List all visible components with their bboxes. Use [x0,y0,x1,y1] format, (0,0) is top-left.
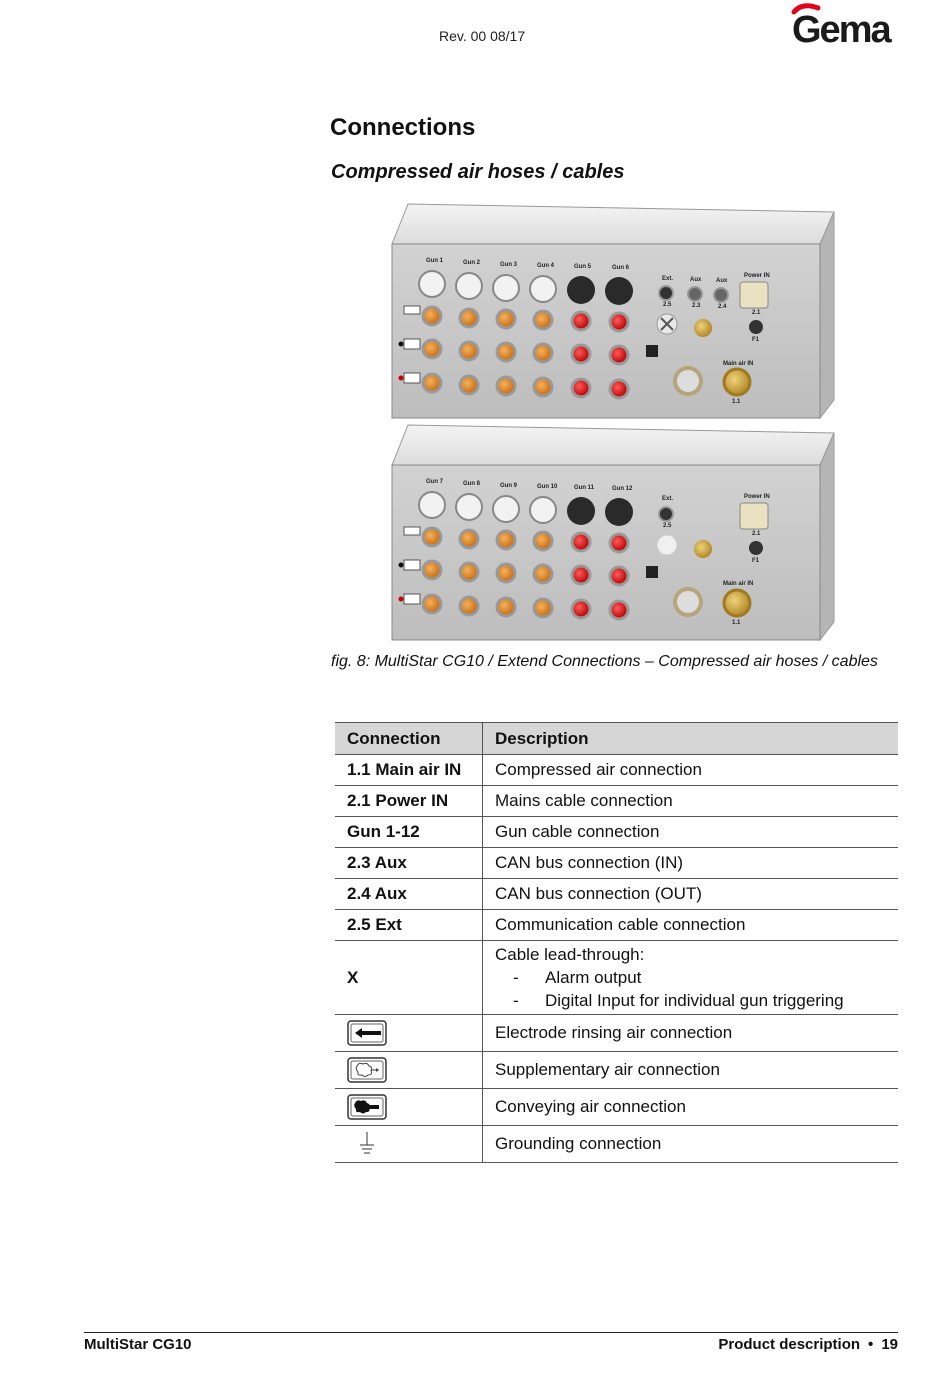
supplementary-air-icon [347,1057,387,1083]
description-cell: Electrode rinsing air connection [483,1015,899,1052]
connections-table [335,722,898,1163]
gun-label: Gun 6 [612,265,630,271]
description-cell: Supplementary air connection [483,1052,899,1089]
port-number: 2.1 [752,310,761,316]
page-number: 19 [881,1336,898,1353]
port-label: Aux [690,277,702,283]
port-label: Aux [716,278,728,284]
column-header-description: Description [483,723,899,755]
electrode-rinsing-air-icon [347,1020,387,1046]
description-cell: Communication cable connection [483,910,899,941]
svg-text:Gema: Gema [792,9,890,48]
description-cell [483,941,899,1015]
main-air-label: Main air IN [723,581,754,587]
bullet-item: - Digital Input for individual gun triggering [513,991,844,1010]
table-row [335,817,898,848]
table-row [335,879,898,910]
port-label: Power IN [744,273,770,279]
port-number: 2.1 [752,531,761,537]
table-row [335,786,898,817]
main-air-label: Main air IN [723,361,754,367]
port-number: 2.3 [692,303,701,309]
bullet-item: - Alarm output [513,968,642,987]
description-text: Cable lead-through: [495,945,645,964]
column-header-connection: Connection [335,723,483,755]
table-row [335,910,898,941]
table-row [335,755,898,786]
description-cell: Mains cable connection [483,786,899,817]
gun-label: Gun 3 [500,262,518,268]
gun-label: Gun 9 [500,483,518,489]
bullet-text: Alarm output [545,968,642,987]
connection-cell: 2.1 Power IN [335,786,483,817]
gun-label: Gun 2 [463,260,481,266]
connection-cell: 2.4 Aux [335,879,483,910]
port-label: Ext. [662,496,674,502]
symbol-cell [335,1052,483,1089]
description-cell: Conveying air connection [483,1089,899,1126]
gun-label: Gun 10 [537,484,558,490]
footer-section [718,1336,898,1353]
table-row [335,1052,898,1089]
symbol-cell [335,1015,483,1052]
subsection-title: Compressed air hoses / cables [331,161,625,183]
symbol-cell [335,1089,483,1126]
fuse-label: F1 [752,558,760,564]
bullet-icon: • [868,1336,874,1353]
description-cell: Compressed air connection [483,755,899,786]
footer-divider [84,1332,898,1333]
table-row [335,848,898,879]
grounding-icon [347,1130,387,1158]
table-row [335,1126,898,1163]
bottom-unit [392,425,834,640]
port-number: 2.4 [718,304,727,310]
gun-label: Gun 5 [574,264,592,270]
section-title: Connections [330,114,476,141]
bullet-text: Digital Input for individual gun triggering [545,991,844,1010]
gun-label: Gun 1 [426,258,444,264]
port-number: 2.5 [663,302,672,308]
connection-cell: 2.5 Ext [335,910,483,941]
table-row [335,941,898,1015]
gema-logo [788,2,900,48]
connection-panel-figure [390,200,836,646]
port-number: 2.5 [663,523,672,529]
gun-label: Gun 8 [463,481,481,487]
conveying-air-icon [347,1094,387,1120]
description-cell: Grounding connection [483,1126,899,1163]
description-cell: CAN bus connection (IN) [483,848,899,879]
description-cell: CAN bus connection (OUT) [483,879,899,910]
connection-cell: Gun 1-12 [335,817,483,848]
port-label: Ext. [662,276,674,282]
top-unit [392,204,834,418]
main-air-number: 1.1 [732,399,741,405]
connection-cell: X [335,941,483,1015]
gun-label: Gun 11 [574,485,595,491]
figure-caption: fig. 8: MultiStar CG10 / Extend Connections – Compressed air hoses / cables [331,653,878,670]
gun-label: Gun 7 [426,479,444,485]
connection-cell: 2.3 Aux [335,848,483,879]
main-air-number: 1.1 [732,620,741,626]
fuse-label: F1 [752,337,760,343]
footer-product: MultiStar CG10 [84,1336,192,1353]
gun-label: Gun 12 [612,486,633,492]
gun-label: Gun 4 [537,263,555,269]
revision-label: Rev. 00 08/17 [439,28,526,44]
table-header-row [335,723,898,755]
footer-section-name: Product description [718,1336,861,1353]
port-label: Power IN [744,494,770,500]
description-cell: Gun cable connection [483,817,899,848]
table-row [335,1089,898,1126]
table-row [335,1015,898,1052]
connection-cell: 1.1 Main air IN [335,755,483,786]
symbol-cell [335,1126,483,1163]
